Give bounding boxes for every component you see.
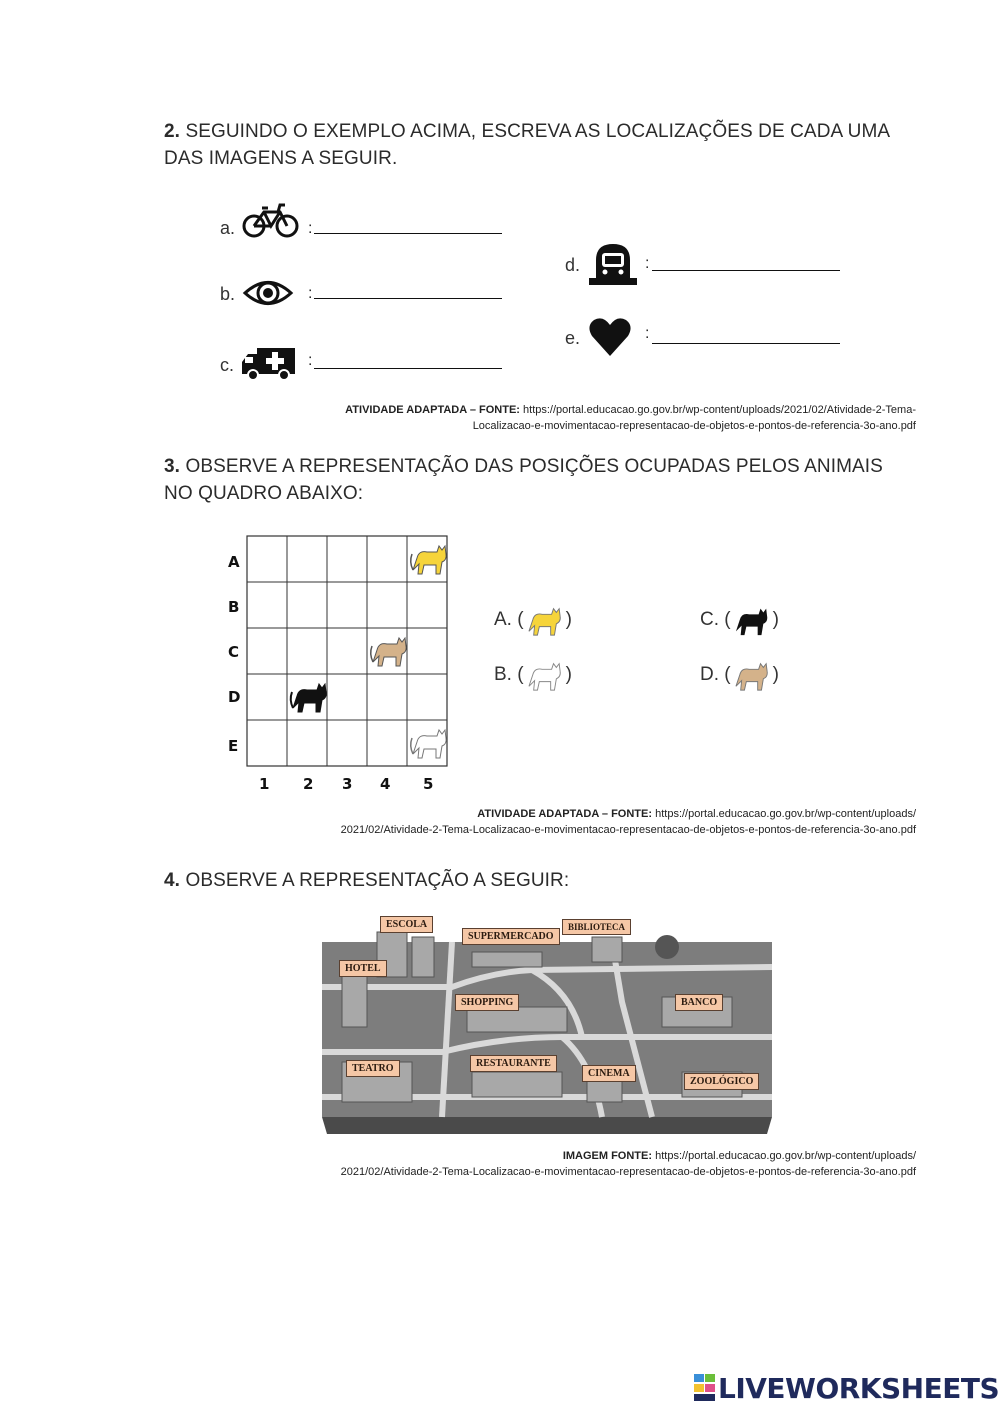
city-map-drawing xyxy=(322,912,772,1134)
q2-item-b-letter: b. xyxy=(220,284,236,304)
map-label-escola: ESCOLA xyxy=(380,916,433,933)
map-label-zoologico: ZOOLÓGICO xyxy=(684,1073,759,1090)
answer-d-close: ) xyxy=(772,664,779,686)
grid-row-label-e: E xyxy=(228,737,239,755)
grid-col-label-4: 4 xyxy=(380,775,391,793)
q2-item-b-sep: : xyxy=(308,285,313,302)
q2-title-line1: SEGUINDO O EXEMPLO ACIMA, ESCREVA AS LOCALIZAÇÕES DE CADA UMA xyxy=(185,121,891,142)
q2-title xyxy=(164,118,924,172)
map-label-cinema: CINEMA xyxy=(582,1065,636,1082)
q2-item-c-answer-line[interactable] xyxy=(314,368,502,369)
q2-item-d-answer-line[interactable] xyxy=(652,270,840,271)
q4-source xyxy=(200,1148,916,1180)
q3-source-line2: 2021/02/Atividade-2-Tema-Localizacao-e-movimentacao-representacao-de-objetos-e-pontos-de-referencia-3o-ano.pdf xyxy=(340,824,916,836)
grid-col-label-3: 3 xyxy=(342,775,353,793)
q2-item-a-answer-line[interactable] xyxy=(314,233,502,234)
liveworksheets-logo-icon xyxy=(694,1374,716,1402)
heart-icon xyxy=(588,316,632,358)
q2-item-e-sep: : xyxy=(645,325,650,342)
grid-row-label-b: B xyxy=(228,598,240,616)
answer-a[interactable] xyxy=(494,603,572,637)
answer-b[interactable] xyxy=(494,658,572,692)
q4-source-line2: 2021/02/Atividade-2-Tema-Localizacao-e-movimentacao-representacao-de-objetos-e-pontos-de-referencia-3o-ano.pdf xyxy=(340,1166,916,1178)
answer-a-close: ) xyxy=(565,609,572,631)
eye-icon xyxy=(242,276,294,310)
map-label-hotel: HOTEL xyxy=(339,960,387,977)
q3-number: 3. xyxy=(164,456,181,477)
q2-item-e-answer-line[interactable] xyxy=(652,343,840,344)
q4-source-line1: https://portal.educacao.go.gov.br/wp-content/uploads/ xyxy=(655,1150,916,1162)
q3-title xyxy=(164,453,924,507)
black-cat-icon xyxy=(731,603,773,637)
q2-number: 2. xyxy=(164,121,181,142)
answer-b-close: ) xyxy=(565,664,572,686)
yellow-cat-icon xyxy=(524,603,566,637)
q2-item-c-letter: c. xyxy=(220,355,235,375)
answer-a-open: ( xyxy=(517,609,524,631)
map-label-teatro: TEATRO xyxy=(346,1060,400,1077)
answer-b-open: ( xyxy=(517,664,524,686)
map-label-banco: BANCO xyxy=(675,994,723,1011)
q3-title-line1: OBSERVE A REPRESENTAÇÃO DAS POSIÇÕES OCUPADAS PELOS ANIMAIS xyxy=(185,456,883,477)
answer-d-open: ( xyxy=(724,664,731,686)
q4-title xyxy=(164,867,924,894)
q2-item-e-letter: e. xyxy=(565,328,581,348)
q4-title-text: OBSERVE A REPRESENTAÇÃO A SEGUIR: xyxy=(185,870,570,891)
q2-source-line2: Localizacao-e-movimentacao-representacao-de-objetos-e-pontos-de-referencia-3o-ano.pdf xyxy=(472,420,916,432)
answer-c-close: ) xyxy=(772,609,779,631)
q4-source-bold: IMAGEM FONTE: xyxy=(562,1150,653,1162)
q2-source xyxy=(200,402,916,434)
animal-grid xyxy=(245,534,449,768)
q2-item-b-answer-line[interactable] xyxy=(314,298,502,299)
q2-source-line1: https://portal.educacao.go.gov.br/wp-content/uploads/2021/02/Atividade-2-Tema- xyxy=(523,404,916,416)
q2-item-c-sep: : xyxy=(308,352,313,369)
answer-c-open: ( xyxy=(724,609,731,631)
map-label-biblioteca: BIBLIOTECA xyxy=(562,919,631,935)
q3-source-bold: ATIVIDADE ADAPTADA – FONTE: xyxy=(477,808,653,820)
q3-title-line2: NO QUADRO ABAIXO: xyxy=(164,483,364,504)
grid-col-label-5: 5 xyxy=(423,775,434,793)
q2-item-d-letter: d. xyxy=(565,255,581,275)
train-icon xyxy=(588,240,638,288)
grid-row-label-a: A xyxy=(228,553,240,571)
answer-b-letter: B. xyxy=(494,664,512,686)
map-label-shopping: SHOPPING xyxy=(455,994,519,1011)
map-label-supermercado: SUPERMERCADO xyxy=(462,928,560,945)
q4-number: 4. xyxy=(164,870,181,891)
q3-source-line1: https://portal.educacao.go.gov.br/wp-content/uploads/ xyxy=(655,808,916,820)
q2-source-bold: ATIVIDADE ADAPTADA – FONTE: xyxy=(345,404,520,416)
liveworksheets-brand[interactable]: LIVEWORKSHEETS xyxy=(718,1372,1000,1405)
grid-row-label-c: C xyxy=(228,643,240,661)
city-map xyxy=(322,912,772,1134)
answer-c[interactable] xyxy=(700,603,779,637)
map-label-restaurante: RESTAURANTE xyxy=(470,1055,557,1072)
q3-source xyxy=(200,806,916,838)
answer-d[interactable] xyxy=(700,658,779,692)
white-cat-icon xyxy=(524,658,566,692)
q2-item-a-letter: a. xyxy=(220,218,236,238)
grid-col-label-2: 2 xyxy=(303,775,314,793)
ambulance-icon xyxy=(240,344,298,382)
q2-item-d-sep: : xyxy=(645,255,650,272)
brown-cat-icon xyxy=(731,658,773,692)
bicycle-icon xyxy=(242,200,300,240)
grid-row-label-d: D xyxy=(228,688,241,706)
answer-c-letter: C. xyxy=(700,609,719,631)
answer-d-letter: D. xyxy=(700,664,719,686)
answer-a-letter: A. xyxy=(494,609,512,631)
grid-col-label-1: 1 xyxy=(259,775,270,793)
q2-title-line2: DAS IMAGENS A SEGUIR. xyxy=(164,148,398,169)
q2-item-a-sep: : xyxy=(308,220,313,237)
